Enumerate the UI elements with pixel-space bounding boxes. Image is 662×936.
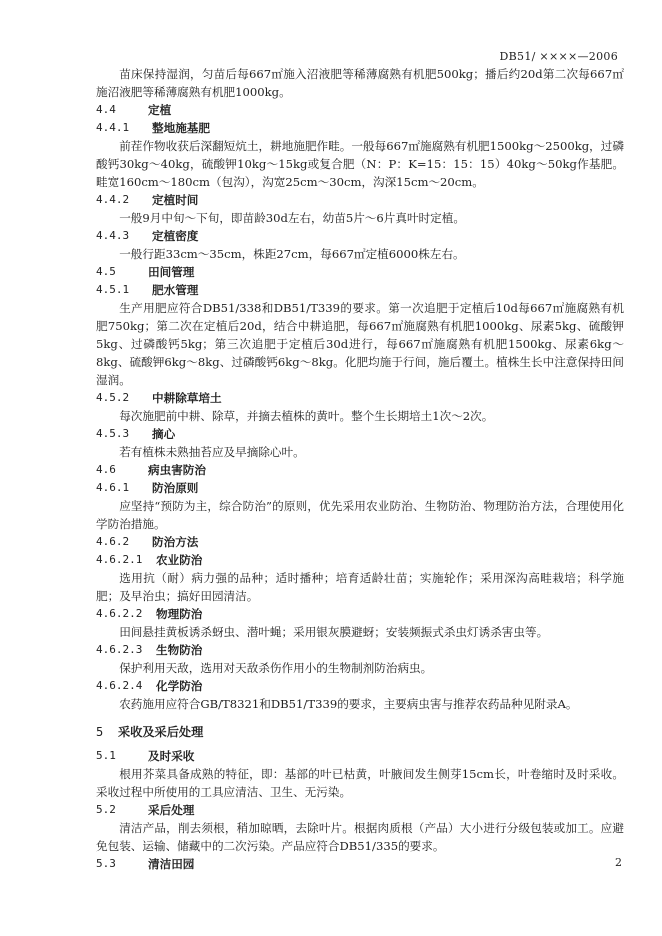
section-heading <box>96 191 624 209</box>
section-number: 4.5 <box>96 265 116 278</box>
paragraph: 根用芥菜具备成熟的特征，即：基部的叶已枯黄，叶腋间发生侧芽15cm长，叶卷缩时及时采收。采收过程中所使用的工具应清洁、卫生、无污染。 <box>96 767 624 799</box>
section-title: 整地施基肥 <box>152 121 210 135</box>
section-heading <box>96 533 624 551</box>
paragraph: 生产用肥应符合DB51/338和DB51/T339的要求。第一次追肥于定植后10d每667㎡施腐熟有机肥750kg；第二次在定植后20d，结合中耕追肥，每667㎡施腐熟有机肥1000kg、尿素5kg、硫酸钾5kg、过磷酸钙5kg；第三次追肥于定植后30d进行，每667㎡施腐熟有机肥1500kg、尿素6kg～8kg、硫酸钾6kg～8kg、过磷酸钙6kg～8kg。化肥均施于行间，施后覆土。植株生长中注意保持田间湿润。 <box>96 301 624 387</box>
section-number: 4.4 <box>96 103 116 116</box>
section-heading <box>96 119 624 137</box>
section-title: 定植密度 <box>152 229 199 243</box>
paragraph: 苗床保持湿润，匀苗后每667㎡施入沼液肥等稀薄腐熟有机肥500kg；播后约20d第二次每667㎡施沼液肥等稀薄腐熟有机肥1000kg。 <box>96 67 624 99</box>
paragraph: 清洁产品，削去须根，稍加晾晒，去除叶片。根据肉质根（产品）大小进行分级包装或加工。应避免包装、运输、储藏中的二次污染。产品应符合DB51/335的要求。 <box>96 821 624 853</box>
section-heading <box>96 263 624 281</box>
section-title: 物理防治 <box>156 607 203 621</box>
section-heading <box>96 641 624 659</box>
section-title: 采后处理 <box>148 803 195 817</box>
section-number: 5.3 <box>96 857 116 870</box>
paragraph: 应坚持“预防为主，综合防治”的原则，优先采用农业防治、生物防治、物理防治方法，合理使用化学防治措施。 <box>96 499 624 531</box>
section-title: 及时采收 <box>148 749 195 763</box>
document-body <box>96 65 624 873</box>
section-heading <box>96 855 624 873</box>
section-number: 4.6.2.2 <box>96 607 143 620</box>
section-heading <box>96 461 624 479</box>
paragraph: 每次施肥前中耕、除草，并摘去植株的黄叶。整个生长期培土1次～2次。 <box>119 409 494 423</box>
section-number: 4.6.2.1 <box>96 553 143 566</box>
paragraph: 前茬作物收获后深翻短炕土，耕地施肥作畦。一般每667㎡施腐熟有机肥1500kg～2500kg，过磷酸钙30kg～40kg，硫酸钾10kg～15kg或复合肥（N：P：K=15：15：15）40kg～50kg作基肥。畦宽160cm～180cm（包沟），沟宽25cm～30cm，沟深15cm～20cm。 <box>96 139 624 189</box>
section-heading <box>96 551 624 569</box>
section-title: 防治方法 <box>152 535 199 549</box>
section-number: 4.4.3 <box>96 229 130 242</box>
section-heading <box>96 101 624 119</box>
section-heading <box>96 723 624 741</box>
section-title: 田间管理 <box>148 265 195 279</box>
paragraph: 一般行距33cm～35cm，株距27cm，每667㎡定植6000株左右。 <box>119 247 465 261</box>
section-title: 采收及采后处理 <box>118 725 204 739</box>
section-heading <box>96 747 624 765</box>
section-title: 生物防治 <box>156 643 203 657</box>
section-title: 清洁田园 <box>148 857 195 871</box>
section-title: 防治原则 <box>152 481 199 495</box>
section-heading <box>96 677 624 695</box>
section-title: 农业防治 <box>156 553 203 567</box>
section-title: 化学防治 <box>156 679 203 693</box>
paragraph: 保护利用天敌，选用对天敌杀伤作用小的生物制剂防治病虫。 <box>119 661 433 675</box>
section-number: 4.6 <box>96 463 116 476</box>
section-heading <box>96 281 624 299</box>
section-heading <box>96 479 624 497</box>
section-heading <box>96 801 624 819</box>
paragraph: 一般9月中旬～下旬，即苗龄30d左右，幼苗5片～6片真叶时定植。 <box>119 211 465 225</box>
page-number: 2 <box>615 856 622 869</box>
section-title: 病虫害防治 <box>148 463 206 477</box>
section-number: 4.6.2.4 <box>96 679 143 692</box>
section-number: 4.6.1 <box>96 481 130 494</box>
section-title: 中耕除草培土 <box>152 391 222 405</box>
section-number: 5.1 <box>96 749 116 762</box>
section-heading <box>96 389 624 407</box>
section-title: 定植 <box>148 103 172 117</box>
section-title: 肥水管理 <box>152 283 199 297</box>
section-number: 4.5.2 <box>96 391 130 404</box>
section-heading <box>96 227 624 245</box>
paragraph: 农药施用应符合GB/T8321和DB51/T339的要求，主要病虫害与推荐农药品种见附录A。 <box>119 697 578 711</box>
section-number: 4.5.1 <box>96 283 130 296</box>
section-title: 定植时间 <box>152 193 199 207</box>
section-number: 4.4.2 <box>96 193 130 206</box>
section-number: 4.6.2.3 <box>96 643 143 656</box>
section-number: 4.6.2 <box>96 535 130 548</box>
section-number: 4.5.3 <box>96 427 130 440</box>
paragraph: 田间悬挂黄板诱杀蚜虫、潜叶蝇；采用银灰膜避蚜；安装频振式杀虫灯诱杀害虫等。 <box>119 625 549 639</box>
section-number: 4.4.1 <box>96 121 130 134</box>
section-title: 摘心 <box>152 427 176 441</box>
section-heading <box>96 425 624 443</box>
section-number: 5 <box>96 725 104 739</box>
section-heading <box>96 605 624 623</box>
paragraph: 选用抗（耐）病力强的品种；适时播种；培育适龄壮苗；实施轮作；采用深沟高畦栽培；科学施肥；及早治虫；搞好田园清洁。 <box>96 571 624 603</box>
document-code: DB51/ ××××—2006 <box>499 50 618 63</box>
paragraph: 若有植株未熟抽苔应及早摘除心叶。 <box>119 445 305 459</box>
section-number: 5.2 <box>96 803 116 816</box>
